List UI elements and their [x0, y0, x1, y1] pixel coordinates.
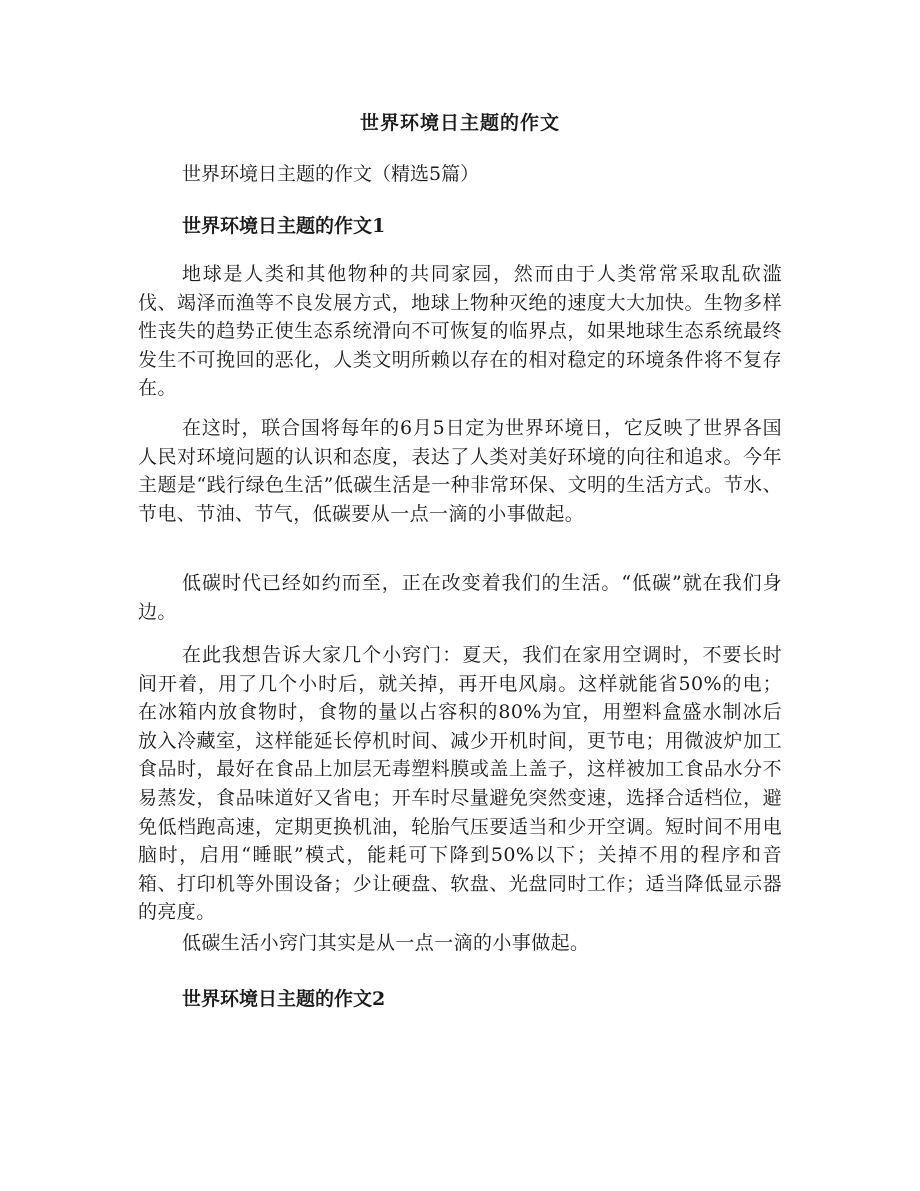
- paragraph: 在此我想告诉大家几个小窍门：夏天，我们在家用空调时，不要长时间开着，用了几个小时后，就关掉，再开电风扇。这样就能省50%的电；在冰箱内放食物时，食物的量以占容积的80%为宜，用塑料盒盛水制冰后放入冷藏室，这样能延长停机时间、减少开机时间，更节电；用微波炉加工食品时，最好在食品上加层无毒塑料膜或盖上盖子，这样被加工食品水分不易蒸发，食品味道好又省电；开车时尽量避免突然变速，选择合适档位，避免低档跑高速，定期更换机油，轮胎气压要适当和少开空调。短时间不用电脑时，启用“睡眠”模式，能耗可下降到50%以下；关掉不用的程序和音箱、打印机等外围设备；少让硬盘、软盘、光盘同时工作；适当降低显示器的亮度。: [138, 644, 782, 924]
- paragraph: 低碳时代已经如约而至，正在改变着我们的生活。“低碳”就在我们身边。: [138, 572, 782, 623]
- paragraph: 在这时，联合国将每年的6月5日定为世界环境日，它反映了世界各国人民对环境问题的认识和态度，表达了人类对美好环境的向往和追求。今年主题是“践行绿色生活”低碳生活是一种非常环保、文明的生活方式。节水、节电、节油、节气，低碳要从一点一滴的小事做起。: [138, 417, 782, 525]
- paragraph: 地球是人类和其他物种的共同家园，然而由于人类常常采取乱砍滥伐、竭泽而渔等不良发展方式，地球上物种灭绝的速度大大加快。生物多样性丧失的趋势正使生态系统滑向不可恢复的临界点，如果地球生态系统最终发生不可挽回的恶化，人类文明所赖以存在的相对稳定的环境条件将不复存在。: [138, 263, 782, 400]
- section-heading-2: 世界环境日主题的作文2: [182, 988, 386, 1010]
- section-heading-1: 世界环境日主题的作文1: [182, 215, 386, 237]
- paragraph: 低碳生活小窍门其实是从一点一滴的小事做起。: [182, 932, 590, 954]
- document-title: 世界环境日主题的作文: [359, 112, 560, 134]
- document-subtitle: 世界环境日主题的作文（精选5篇）: [182, 163, 480, 185]
